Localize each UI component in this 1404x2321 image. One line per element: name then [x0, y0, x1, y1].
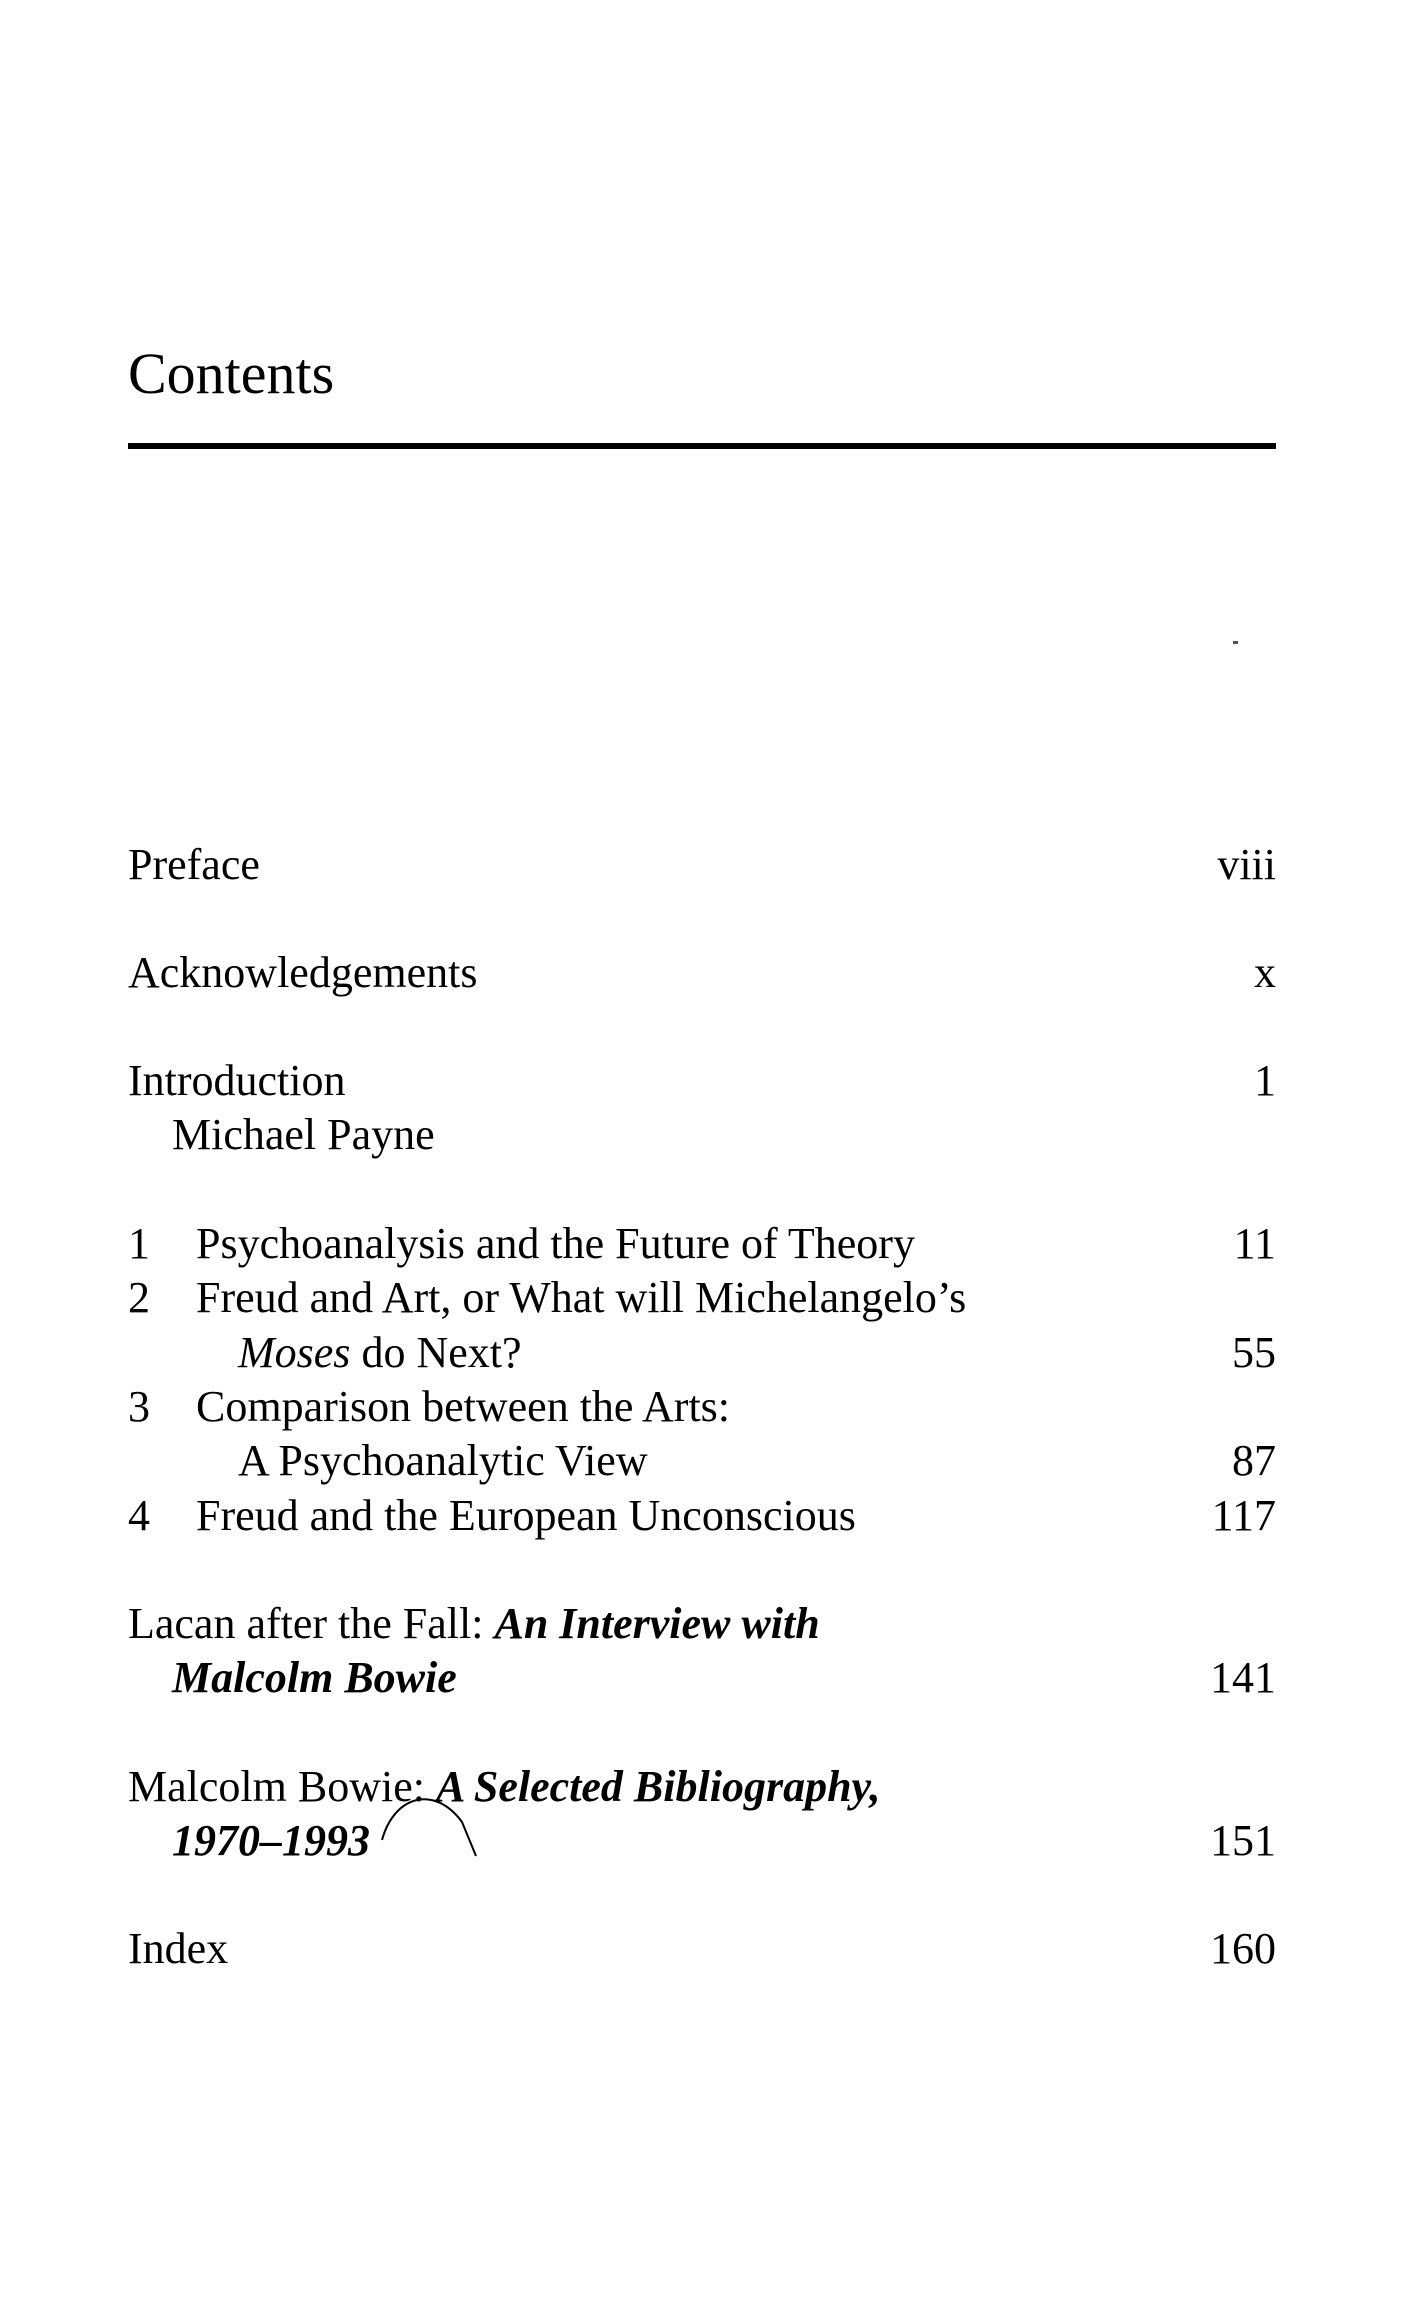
- chapter-number: 2: [128, 1273, 150, 1322]
- toc-entry-chapter-4[interactable]: Freud and the European Unconscious: [196, 1491, 856, 1540]
- toc-page-interview: 141: [1210, 1653, 1276, 1702]
- toc-page-introduction: 1: [1254, 1056, 1276, 1105]
- toc-entry-bibliography-line2: 1970–1993: [172, 1816, 370, 1865]
- toc-page-chapter-3: 87: [1232, 1436, 1276, 1485]
- chapter-number: 1: [128, 1219, 150, 1268]
- chapter-number: 4: [128, 1491, 150, 1540]
- bibliography-title-roman: Malcolm Bowie:: [128, 1762, 436, 1811]
- title-rule: [128, 443, 1276, 449]
- toc-entry-interview[interactable]: [128, 1597, 820, 1651]
- chapter-number: 3: [128, 1382, 150, 1431]
- page-title: Contents: [128, 341, 335, 406]
- pen-mark-arc: [376, 1778, 486, 1868]
- print-speck: [1233, 641, 1238, 644]
- toc-page-bibliography: 151: [1210, 1816, 1276, 1865]
- interview-title-roman: Lacan after the Fall:: [128, 1599, 495, 1648]
- toc-entry-bibliography[interactable]: [128, 1760, 880, 1814]
- toc-entry-chapter-1[interactable]: Psychoanalysis and the Future of Theory: [196, 1219, 915, 1268]
- toc-entry-acknowledgements[interactable]: Acknowledgements: [128, 948, 478, 997]
- toc-page-chapter-4: 117: [1211, 1491, 1276, 1540]
- chapter-2-italic-title: Moses: [238, 1328, 351, 1377]
- toc-page-chapter-1: 11: [1233, 1219, 1276, 1268]
- toc-entry-chapter-2-line2: [238, 1326, 522, 1380]
- toc-entry-chapter-3[interactable]: Comparison between the Arts:: [196, 1382, 731, 1431]
- toc-entry-chapter-2[interactable]: Freud and Art, or What will Michelangelo’s: [196, 1273, 967, 1322]
- toc-entry-introduction[interactable]: Introduction: [128, 1056, 346, 1105]
- bibliography-title-italic: A Selected Bibliography,: [435, 1762, 881, 1811]
- toc-page-acknowledgements: x: [1254, 948, 1276, 997]
- toc-page-index: 160: [1210, 1924, 1276, 1973]
- toc-entry-preface[interactable]: Preface: [128, 840, 260, 889]
- toc-page-chapter-2: 55: [1232, 1328, 1276, 1377]
- toc-entry-chapter-3-line2: A Psychoanalytic View: [238, 1436, 648, 1485]
- toc-introduction-author: Michael Payne: [172, 1110, 435, 1159]
- interview-title-italic: An Interview with: [494, 1599, 820, 1648]
- toc-entry-interview-line2: Malcolm Bowie: [172, 1653, 457, 1702]
- chapter-2-title-rest: do Next?: [350, 1328, 522, 1377]
- toc-page-preface: viii: [1217, 840, 1276, 889]
- toc-entry-index[interactable]: Index: [128, 1924, 229, 1973]
